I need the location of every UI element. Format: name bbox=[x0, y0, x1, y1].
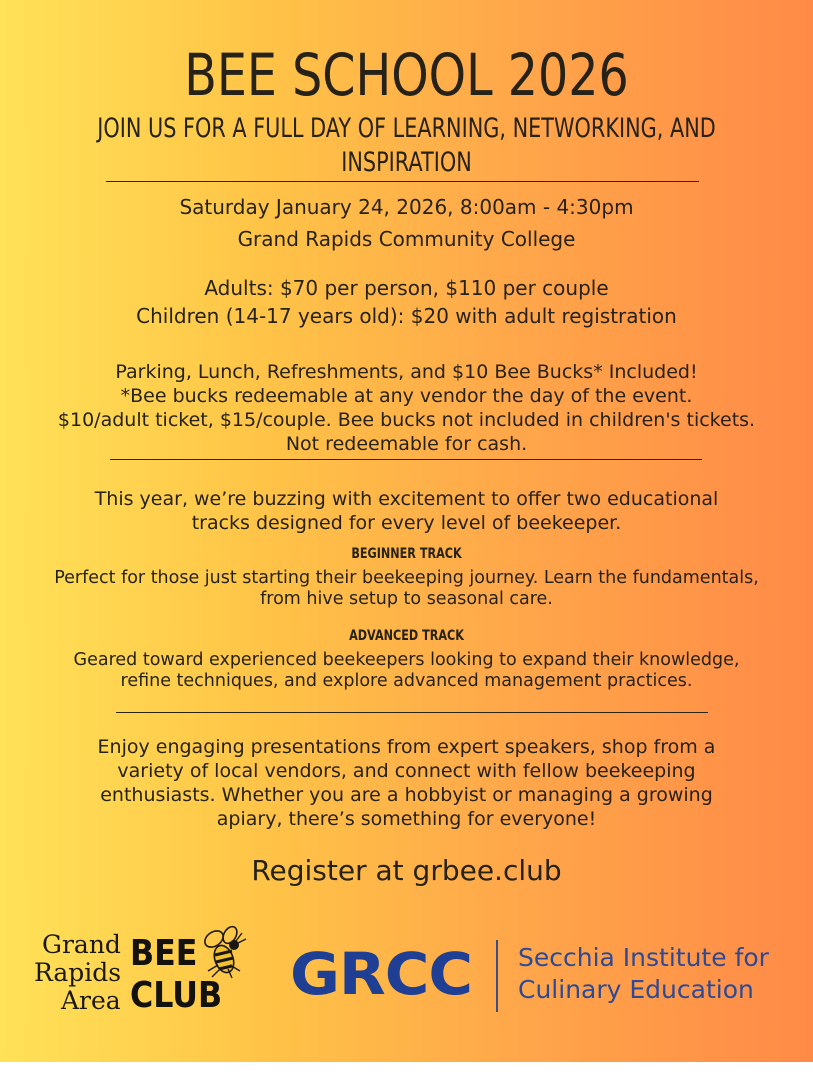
divider-rule bbox=[106, 181, 699, 182]
logo-word: Grand bbox=[42, 930, 121, 959]
divider-rule bbox=[110, 459, 702, 460]
bee-club-logo bbox=[30, 925, 260, 1020]
grcc-logo bbox=[290, 935, 790, 1015]
beginner-track-label: BEGINNER TRACK bbox=[351, 546, 462, 562]
advanced-track-description: Geared toward experienced beekeepers looking to expand their knowledge, bbox=[73, 650, 740, 670]
included-note: $10/adult ticket, $15/couple. Bee bucks not included in children's tickets. bbox=[57, 409, 756, 431]
beginner-track-description: from hive setup to seasonal care. bbox=[260, 589, 553, 609]
register-call-to-action: Register at grbee.club bbox=[251, 854, 562, 887]
event-location: Grand Rapids Community College bbox=[237, 227, 576, 251]
grcc-wordmark: GRCC bbox=[290, 940, 473, 1008]
institute-name: Secchia Institute for bbox=[518, 943, 769, 972]
included-note: Not redeemable for cash. bbox=[285, 433, 528, 455]
bee-icon bbox=[198, 925, 250, 981]
price-children: Children (14-17 years old): $20 with adult registration bbox=[136, 304, 677, 328]
intro-text: tracks designed for every level of beekeeper. bbox=[191, 512, 622, 534]
logo-word-bold: CLUB bbox=[130, 975, 223, 1016]
flyer-title: BEE SCHOOL 2026 bbox=[184, 41, 629, 109]
closing-text: variety of local vendors, and connect with fellow beekeeping bbox=[117, 760, 696, 782]
included-note: *Bee bucks redeemable at any vendor the day of the event. bbox=[120, 385, 693, 407]
advanced-track-label: ADVANCED TRACK bbox=[349, 628, 464, 644]
closing-text: Enjoy engaging presentations from expert speakers, shop from a bbox=[97, 736, 716, 758]
logo-divider bbox=[496, 940, 498, 1012]
institute-name: Culinary Education bbox=[518, 975, 754, 1004]
event-date-time: Saturday January 24, 2026, 8:00am - 4:30pm bbox=[179, 195, 634, 219]
intro-text: This year, we’re buzzing with excitement to offer two educational bbox=[94, 488, 719, 510]
flyer-subtitle: JOIN US FOR A FULL DAY OF LEARNING, NETWORKING, AND INSPIRATION bbox=[97, 113, 716, 178]
beginner-track-description: Perfect for those just starting their beekeeping journey. Learn the fundamentals, bbox=[54, 568, 759, 588]
included-headline: Parking, Lunch, Refreshments, and $10 Bee Bucks* Included! bbox=[115, 361, 698, 383]
logo-word: Area bbox=[61, 986, 121, 1015]
advanced-track-description: refine techniques, and explore advanced management practices. bbox=[120, 671, 693, 691]
closing-text: enthusiasts. Whether you are a hobbyist or managing a growing bbox=[100, 784, 713, 806]
logo-word-bold: BEE bbox=[130, 933, 198, 974]
price-adults: Adults: $70 per person, $110 per couple bbox=[204, 276, 609, 300]
closing-text: apiary, there’s something for everyone! bbox=[216, 808, 597, 830]
divider-rule bbox=[116, 712, 708, 713]
logo-word: Rapids bbox=[34, 958, 122, 987]
